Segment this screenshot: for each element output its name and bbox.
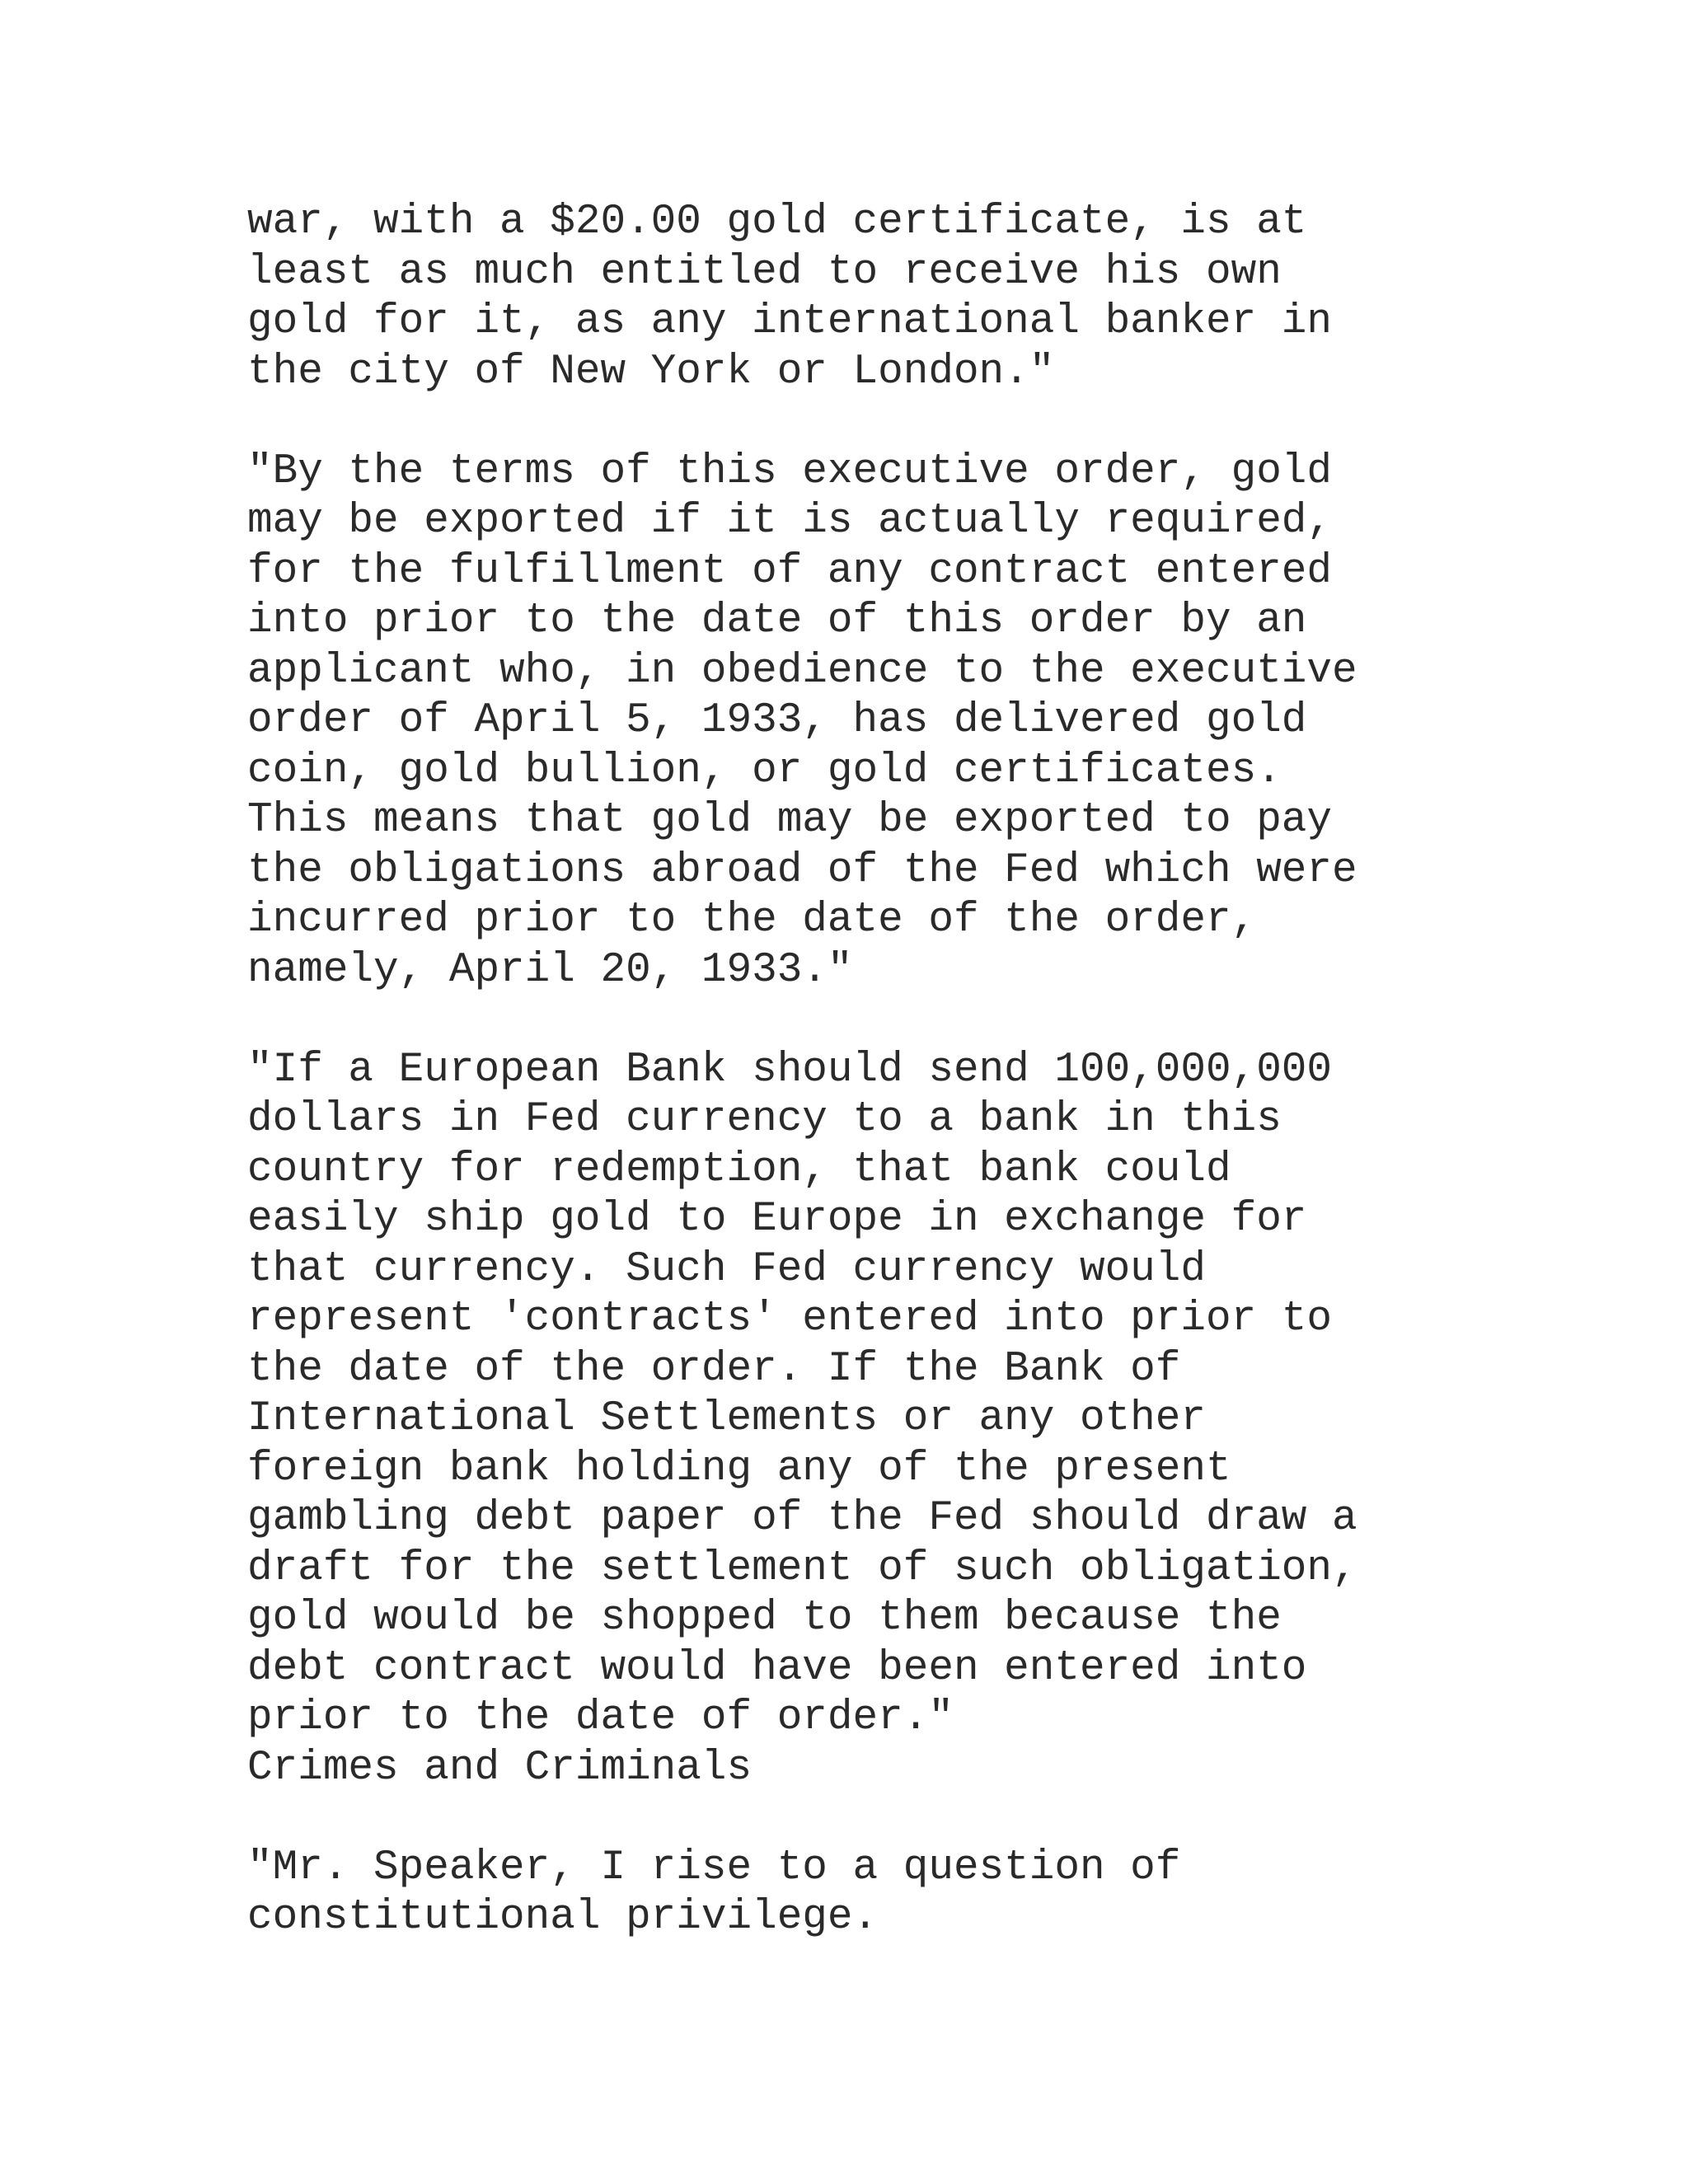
text-line: "If a European Bank should send 100,000,000 (247, 1046, 1333, 1094)
text-line: applicant who, in obedience to the executive (247, 647, 1357, 695)
text-line: dollars in Fed currency to a bank in this (247, 1096, 1282, 1143)
text-line: coin, gold bullion, or gold certificates. (247, 747, 1282, 794)
text-line: gambling debt paper of the Fed should draw a (247, 1495, 1357, 1542)
paragraph-3 (247, 1046, 1533, 1744)
text-line: incurred prior to the date of the order, (247, 897, 1257, 944)
text-line: constitutional privilege. (247, 1894, 879, 1941)
text-line: for the fulfillment of any contract entered (247, 547, 1333, 595)
paragraph-spacer (247, 1793, 1533, 1844)
text-line: into prior to the date of this order by an (247, 598, 1307, 644)
text-line: International Settlements or any other (247, 1395, 1206, 1442)
text-line: country for redemption, that bank could (247, 1146, 1231, 1193)
text-line: foreign bank holding any of the present (247, 1445, 1231, 1493)
text-line: that currency. Such Fed currency would (247, 1245, 1206, 1293)
text-line: least as much entitled to receive his own (247, 248, 1282, 296)
paragraph-4 (247, 1844, 1533, 1943)
text-line: the date of the order. If the Bank of (247, 1345, 1181, 1393)
text-line: "Mr. Speaker, I rise to a question of (247, 1844, 1181, 1891)
text-line: debt contract would have been entered into (247, 1644, 1307, 1692)
text-line: order of April 5, 1933, has delivered gold (247, 697, 1307, 744)
text-line: war, with a $20.00 gold certificate, is at (247, 199, 1307, 246)
paragraph-1 (247, 198, 1533, 397)
text-line: draft for the settlement of such obligation, (247, 1544, 1357, 1592)
text-line: gold for it, as any international banker in (247, 298, 1333, 345)
text-line: the city of New York or London." (247, 348, 1055, 396)
text-line: This means that gold may be exported to pay (247, 797, 1333, 844)
text-line: the obligations abroad of the Fed which were (247, 846, 1357, 894)
text-line: namely, April 20, 1933." (247, 946, 853, 994)
section-heading: Crimes and Criminals (247, 1744, 753, 1792)
text-line: represent 'contracts' entered into prior to (247, 1296, 1333, 1343)
paragraph-2 (247, 448, 1533, 996)
paragraph-spacer (247, 397, 1533, 448)
text-line: "By the terms of this executive order, gold (247, 448, 1333, 495)
document-page (247, 198, 1533, 1943)
text-line: easily ship gold to Europe in exchange for (247, 1196, 1307, 1243)
text-line: prior to the date of order." (247, 1694, 954, 1741)
text-line: may be exported if it is actually required, (247, 498, 1333, 545)
text-line: gold would be shopped to them because the (247, 1595, 1282, 1642)
paragraph-spacer (247, 996, 1533, 1046)
